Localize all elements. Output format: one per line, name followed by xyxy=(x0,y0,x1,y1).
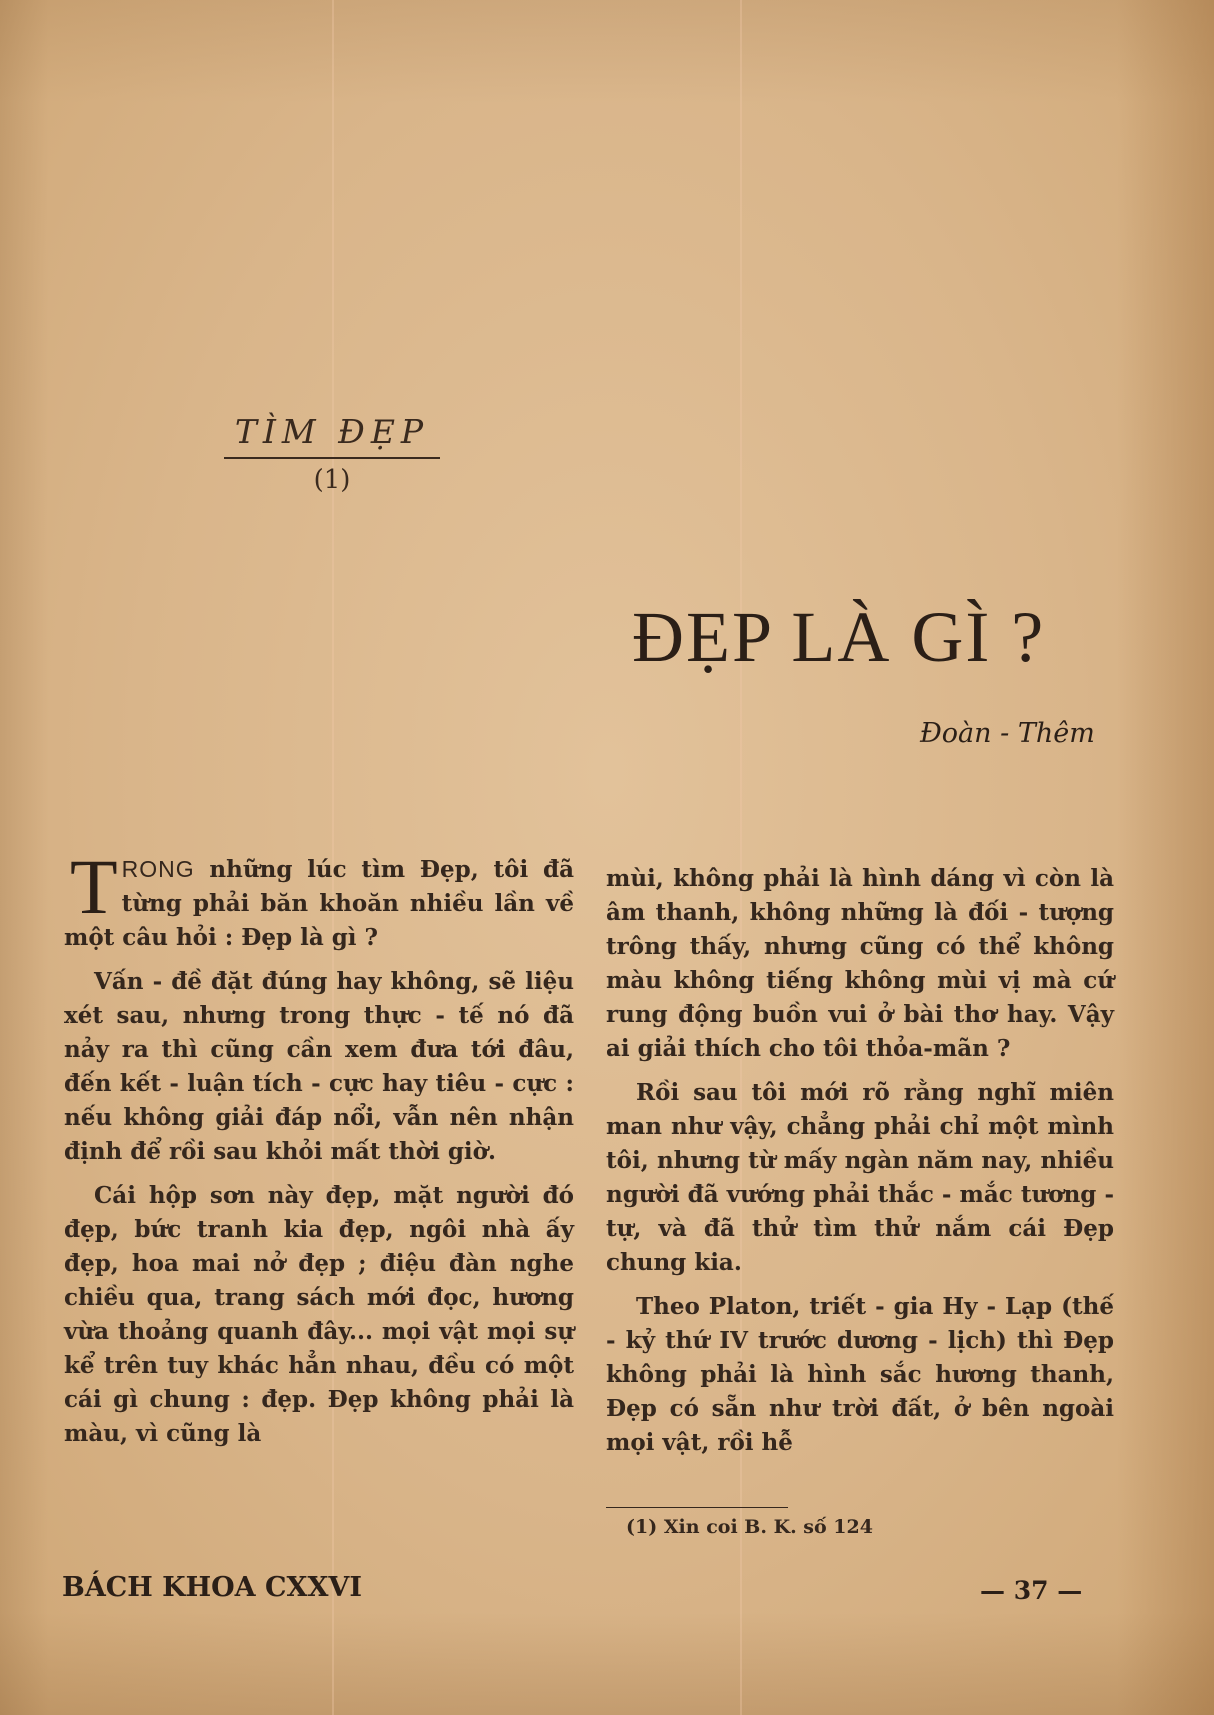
left-column xyxy=(64,843,574,1461)
paragraph: Vấn - đề đặt đúng hay không, sẽ liệu xét sau, nhưng trong thực - tế nó đã nảy ra thì cũng cần xem đưa tới đâu, đến kết - luận tích - cực hay tiêu - cực : nếu không giải đáp nổi, vẫn nên nhận định để rồi sau khỏi mất thời giờ. xyxy=(64,968,574,1165)
series-heading xyxy=(222,412,442,495)
paragraph: Cái hộp sơn này đẹp, mặt người đó đẹp, bức tranh kia đẹp, ngôi nhà ấy đẹp, hoa mai nở đẹp ; điệu đàn nghe chiều qua, trang sách mới đọc, hương vừa thoảng quanh đây... mọi vật mọi sự kể trên tuy khác hẳn nhau, đều có một cái gì chung : đẹp. Đẹp không phải là màu, vì cũng là xyxy=(64,1182,574,1447)
author-signature: Đoàn - Thêm xyxy=(920,718,1095,749)
paragraph: Rồi sau tôi mới rõ rằng nghĩ miên man như vậy, chẳng phải chỉ một mình tôi, nhưng từ mấy ngàn năm nay, nhiều người đã vướng phải thắc - mắc tương - tự, và đã thử tìm thử nắm cái Đẹp chung kia. xyxy=(606,1079,1114,1276)
footnote: (1) Xin coi B. K. số 124 xyxy=(626,1516,873,1538)
lead-word: RONG xyxy=(121,856,195,882)
page-number: — 37 — xyxy=(980,1576,1083,1605)
drop-cap: T xyxy=(70,843,118,930)
paragraph-text: những lúc tìm Đẹp, tôi đã từng phải băn khoăn nhiều lần về một câu hỏi : Đẹp là gì ? xyxy=(64,856,574,951)
series-number: (1) xyxy=(313,465,351,495)
footnote-rule xyxy=(606,1507,788,1508)
paragraph: mùi, không phải là hình dáng vì còn là âm thanh, không những là đối - tượng trông thấy, nhưng cũng có thể không màu không tiếng không mùi vị mà cứ rung động buồn vui ở bài thơ hay. Vậy ai giải thích cho tôi thỏa-mãn ? xyxy=(606,865,1114,1062)
article-title: ĐẸP LÀ GÌ ? xyxy=(632,597,1046,677)
paragraph xyxy=(64,843,574,955)
series-title: TÌM ĐẸP xyxy=(234,412,430,451)
series-underline xyxy=(224,457,440,459)
right-column xyxy=(606,862,1114,1470)
paragraph: Theo Platon, triết - gia Hy - Lạp (thế - kỷ thứ IV trước dương - lịch) thì Đẹp không phải là hình sắc hương thanh, Đẹp có sẵn như trời đất, ở bên ngoài mọi vật, rồi hễ xyxy=(606,1293,1114,1456)
magazine-issue: BÁCH KHOA CXXVI xyxy=(62,1572,362,1603)
